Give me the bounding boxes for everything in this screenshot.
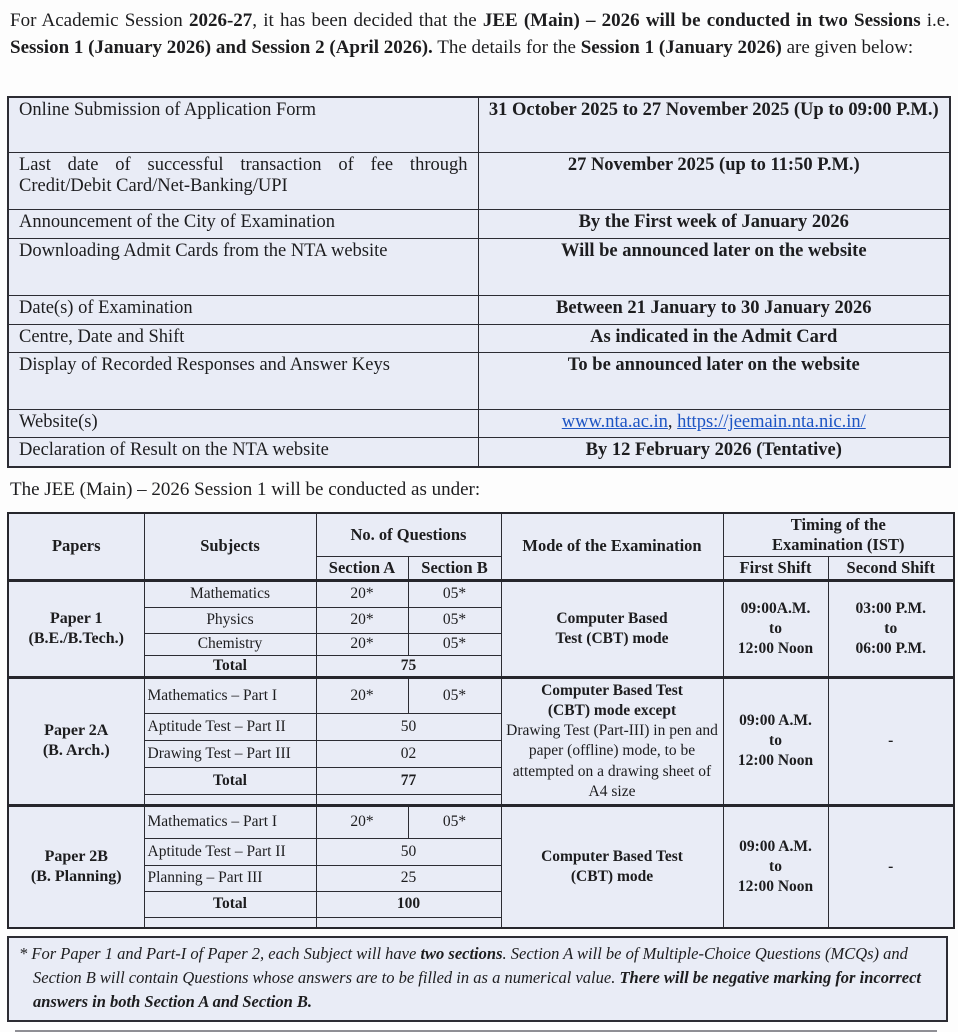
spacer-cell (316, 917, 501, 928)
total-value: 77 (316, 767, 501, 794)
paper2b-mode (501, 805, 723, 928)
spacer-cell (144, 794, 316, 805)
footnote: * For Paper 1 and Part-I of Paper 2, each Subject will have two sections. Section A will be of Multiple-Choice Questions (MCQs) and Section B will contain Questions whose answers are to be filled in as a numerical value. There will be negative marking for incorrect answers in both Section A and Section B. (7, 936, 948, 1022)
question-count: 02 (316, 741, 501, 767)
subject-cell: Drawing Test – Part III (144, 741, 316, 767)
row-value: As indicated in the Admit Card (478, 325, 950, 353)
header-first-shift: First Shift (723, 556, 828, 580)
paper2a-row (8, 677, 954, 713)
subject-cell: Mathematics – Part I (144, 677, 316, 713)
jeemain-website-link[interactable]: https://jeemain.nta.nic.in/ (677, 412, 866, 433)
paper2a-second-shift: - (828, 677, 954, 805)
header-subjects: Subjects (144, 513, 316, 581)
row-label: Website(s) (8, 410, 478, 438)
spacer-cell (316, 794, 501, 805)
row-value: By the First week of January 2026 (478, 210, 950, 239)
paper2b-name: Paper 2B (B. Planning) (8, 805, 144, 928)
row-label: Declaration of Result on the NTA website (8, 438, 478, 467)
row-label: Announcement of the City of Examination (8, 210, 478, 239)
subject-cell: Planning – Part III (144, 865, 316, 891)
mode-text: Computer Based Test (CBT) mode (555, 609, 669, 647)
row-value: By 12 February 2026 (Tentative) (478, 438, 950, 467)
subject-cell: Aptitude Test – Part II (144, 838, 316, 865)
row-label: Date(s) of Examination (8, 296, 478, 325)
header-section-b: Section B (408, 556, 501, 580)
subject-cell: Mathematics (144, 580, 316, 607)
subject-cell: Mathematics – Part I (144, 805, 316, 838)
paper1-mode (501, 580, 723, 677)
row-value: Between 21 January to 30 January 2026 (478, 296, 950, 325)
row-label: Display of Recorded Responses and Answer Keys (8, 353, 478, 410)
subject-cell: Physics (144, 607, 316, 633)
header-row-main (8, 513, 954, 557)
paper2a-first-shift: 09:00 A.M. to 12:00 Noon (723, 677, 828, 805)
exam-structure-table (7, 512, 955, 929)
row-value: 27 November 2025 (up to 11:50 P.M.) (478, 153, 950, 210)
paper2a-name: Paper 2A (B. Arch.) (8, 677, 144, 805)
section-b-count: 05* (408, 677, 501, 713)
paper1-first-shift: 09:00A.M. to 12:00 Noon (723, 580, 828, 677)
total-label: Total (144, 655, 316, 677)
nta-website-link[interactable]: www.nta.ac.in (561, 412, 668, 433)
paper1-row (8, 580, 954, 607)
section-a-count: 20* (316, 607, 408, 633)
row-value: 31 October 2025 to 27 November 2025 (Up to 09:00 P.M.) (478, 97, 950, 153)
section-a-count: 20* (316, 677, 408, 713)
paper2b-second-shift: - (828, 805, 954, 928)
table-row (8, 325, 950, 353)
section-heading: The JEE (Main) – 2026 Session 1 will be conducted as under: (10, 478, 481, 500)
row-value-links (478, 410, 950, 438)
section-a-count: 20* (316, 633, 408, 655)
section-b-count: 05* (408, 633, 501, 655)
section-b-count: 05* (408, 805, 501, 838)
header-mode: Mode of the Examination (501, 513, 723, 581)
table-row (8, 239, 950, 296)
header-papers: Papers (8, 513, 144, 581)
subject-cell: Aptitude Test – Part II (144, 714, 316, 741)
table-row (8, 438, 950, 467)
section-a-count: 20* (316, 805, 408, 838)
paper2b-first-shift: 09:00 A.M. to 12:00 Noon (723, 805, 828, 928)
header-no-of-questions: No. of Questions (316, 513, 501, 557)
header-second-shift: Second Shift (828, 556, 954, 580)
mode-text-bold: Computer Based Test (CBT) mode except (541, 681, 683, 720)
row-value: Will be announced later on the website (478, 239, 950, 296)
subject-cell: Chemistry (144, 633, 316, 655)
intro-paragraph: For Academic Session 2026-27, it has been decided that the JEE (Main) – 2026 will be conducted in two Sessions i.e. Session 1 (January 2026) and Session 2 (April 2026). The details for the Session 1 (January 2026) are given below: (10, 10, 950, 58)
row-label: Online Submission of Application Form (8, 97, 478, 153)
total-value: 75 (316, 655, 501, 677)
section-a-count: 20* (316, 580, 408, 607)
row-label: Last date of successful transaction of fee through Credit/Debit Card/Net-Banking/UPI (8, 153, 478, 210)
link-separator: , (667, 412, 678, 433)
section-b-count: 05* (408, 580, 501, 607)
section-b-count: 05* (408, 607, 501, 633)
mode-text: Computer Based Test (CBT) mode (541, 847, 683, 886)
paper2a-mode (501, 677, 723, 805)
row-value: To be announced later on the website (478, 353, 950, 410)
mode-text-regular: Drawing Test (Part-III) in pen and paper (offline) mode, to be attempted on a drawing sheet of A4 size (506, 722, 718, 800)
header-section-a: Section A (316, 556, 408, 580)
row-label: Downloading Admit Cards from the NTA website (8, 239, 478, 296)
question-count: 25 (316, 865, 501, 891)
table-row (8, 296, 950, 325)
table-row (8, 210, 950, 239)
total-label: Total (144, 767, 316, 794)
table-row (8, 153, 950, 210)
total-label: Total (144, 891, 316, 917)
question-count: 50 (316, 714, 501, 741)
paper2b-row (8, 805, 954, 838)
table-row (8, 353, 950, 410)
table-row (8, 97, 950, 153)
total-value: 100 (316, 891, 501, 917)
paper1-second-shift: 03:00 P.M. to 06:00 P.M. (828, 580, 954, 677)
schedule-table (7, 96, 951, 468)
row-label: Centre, Date and Shift (8, 325, 478, 353)
question-count: 50 (316, 838, 501, 865)
paper1-name: Paper 1 (B.E./B.Tech.) (8, 580, 144, 677)
spacer-cell (144, 917, 316, 928)
table-row-websites (8, 410, 950, 438)
header-timing: Timing of the Examination (IST) (723, 513, 954, 557)
